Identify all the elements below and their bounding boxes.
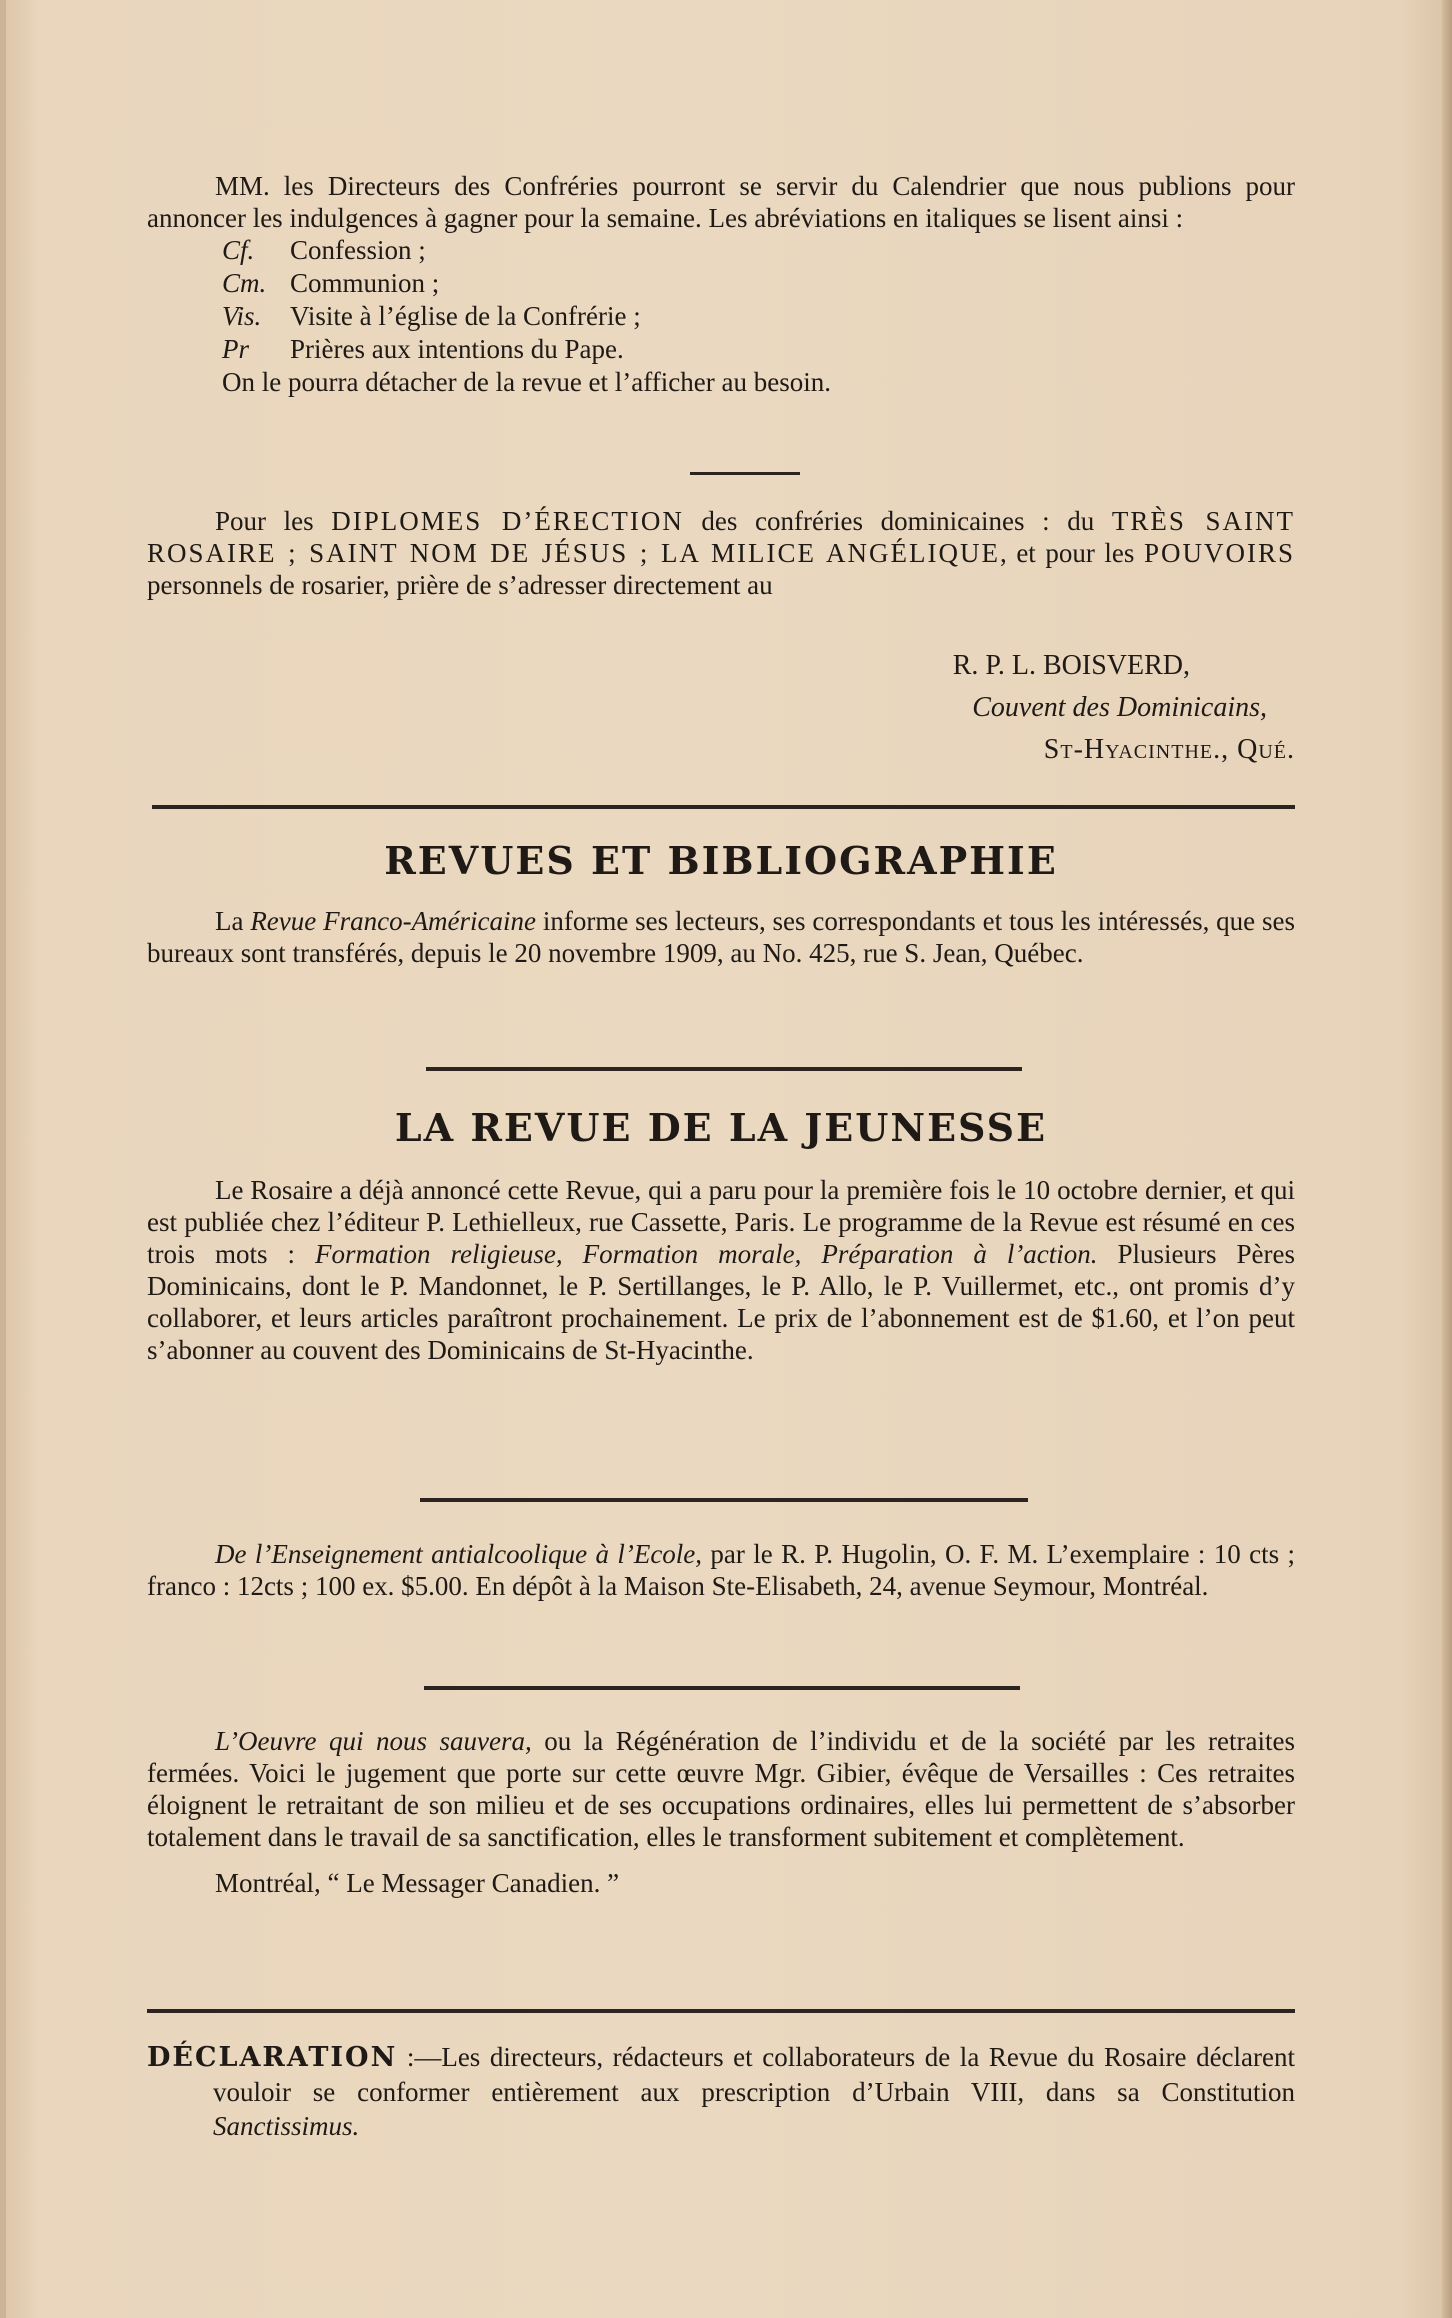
signature-convent [147,687,1295,729]
section-divider [424,1686,1020,1690]
diplomes-text: personnels de rosarier, prière de s’adresser directement au [147,570,773,600]
page-left-edge [0,0,6,2318]
signature-convent-text: Couvent des Dominicains, [972,692,1267,723]
signature-place: St-Hyacinthe., Qué. [1043,734,1295,765]
revues-text: La [215,906,251,936]
diplomes-text: Pour les [215,506,332,536]
abbreviation-code: Vis. [222,301,262,331]
declaration-text: :—Les directeurs, rédacteurs et collaborateurs de la Revue du Rosaire déclarent vouloir se conformer entièrement aux prescription d’Urbain VIII, dans sa Constitution [213,2042,1295,2107]
abbreviation-meaning: Prières aux intentions du Pape. [290,334,624,364]
diplomes-caps: POUVOIRS [1143,538,1295,568]
declaration-term: DÉCLARATION [147,2042,398,2073]
section-divider [152,805,1295,809]
short-divider [690,472,800,475]
section-divider [420,1498,1028,1502]
jeunesse-heading: LA REVUE DE LA JEUNESSE [394,1105,1048,1150]
enseignement-section [147,1538,1295,1602]
enseignement-title: De l’Enseignement antialcoolique à l’Ecole, [215,1539,703,1569]
page-right-edge [1442,0,1452,2318]
abbreviation-item [147,333,1295,366]
abbreviation-code: Cf. [222,235,255,265]
abbreviation-item [147,300,1295,333]
notice-closing: On le pourra détacher de la revue et l’afficher au besoin. [222,367,831,397]
oeuvre-title: L’Oeuvre qui nous sauvera, [215,1726,532,1756]
revues-paragraph [147,905,1295,969]
oeuvre-text: ou la Régénération de l’individu et de la société par les retraites fermées. Voici le jugement que porte sur cette œuvre Mgr. Gibier, évêque de Versailles : Ces retraites éloignent le retraitant de son milieu et de ses occupations ordinaires, elles lui permettent de s’absorber totalement dans le travail de sa sanctification, elles le transforment subitement et complètement. [147,1726,1295,1852]
declaration-constitution: Sanctissimus. [213,2111,360,2141]
abbreviation-code: Cm. [222,268,267,298]
abbreviation-meaning: Confession ; [290,235,426,265]
abbreviation-item [147,234,1295,267]
diplomes-caps: TRÈS SAINT ROSAIRE ; SAINT NOM DE JÉSUS ; LA MILICE ANGÉLIQUE [147,506,1295,568]
revues-section [147,838,1295,969]
enseignement-paragraph [147,1538,1295,1602]
signature-block [147,645,1295,771]
diplomes-section [147,505,1295,601]
section-divider [426,1067,1022,1071]
signature-name: R. P. L. BOISVERD, [952,650,1190,681]
oeuvre-paragraph [147,1725,1295,1853]
abbreviation-meaning: Visite à l’église de la Confrérie ; [290,301,641,331]
revues-title: Revue Franco-Américaine [250,906,537,936]
declaration-section [147,2040,1295,2143]
jeunesse-paragraph [147,1174,1295,1366]
jeunesse-text: Plusieurs Pères Dominicains, dont le P. Mandonnet, le P. Sertillanges, le P. Allo, le P. Vuillermet, etc., ont promis d’y collaborer, et leurs articles paraîtront prochainement. Le prix de l’abonnement est de $1.60, et l’on peut s’abonner au couvent des Dominicains de St-Hyacinthe. [147,1239,1296,1365]
diplomes-text: , et pour les [1000,538,1144,568]
revues-heading: REVUES ET BIBLIOGRAPHIE [384,838,1058,883]
jeunesse-section [147,1105,1295,1366]
declaration-paragraph [147,2040,1295,2143]
section-divider [147,2009,1295,2013]
abbreviation-list [147,234,1295,366]
jeunesse-motto: Formation religieuse, Formation morale, Préparation à l’action. [314,1239,1098,1269]
revues-text: informe ses lecteurs, ses correspondants et tous les intéressés, que ses bureaux sont transférés, depuis le 20 novembre 1909, au No. 425, rue S. Jean, Québec. [147,906,1296,968]
oeuvre-source: Montréal, “ Le Messager Canadien. ” [215,1868,620,1898]
diplomes-text: des confréries dominicaines : du [683,506,1112,536]
notice-lead: MM. les Directeurs des Confréries pourront se servir du Calendrier que nous publions pour annoncer les indulgences à gagner pour la semaine. Les abréviations en italiques se lisent ainsi : [147,171,1295,233]
notice-section [147,170,1295,399]
jeunesse-text: Le Rosaire a déjà annoncé cette Revue, qui a paru pour la première fois le 10 octobre dernier, et qui est publiée chez l’éditeur P. Lethielleux, rue Cassette, Paris. Le programme de la Revue est résumé en ces trois mots : [147,1175,1295,1269]
abbreviation-code: Pr [222,334,249,364]
abbreviation-item [147,267,1295,300]
oeuvre-section [147,1725,1295,1899]
diplomes-paragraph [147,505,1295,601]
enseignement-text: par le R. P. Hugolin, O. F. M. L’exemplaire : 10 cts ; franco : 12cts ; 100 ex. $5.00. En dépôt à la Maison Ste-Elisabeth, 24, avenue Seymour, Montréal. [147,1539,1295,1601]
abbreviation-meaning: Communion ; [290,268,440,298]
diplomes-caps: DIPLOMES D’ÉRECTION [331,506,684,536]
